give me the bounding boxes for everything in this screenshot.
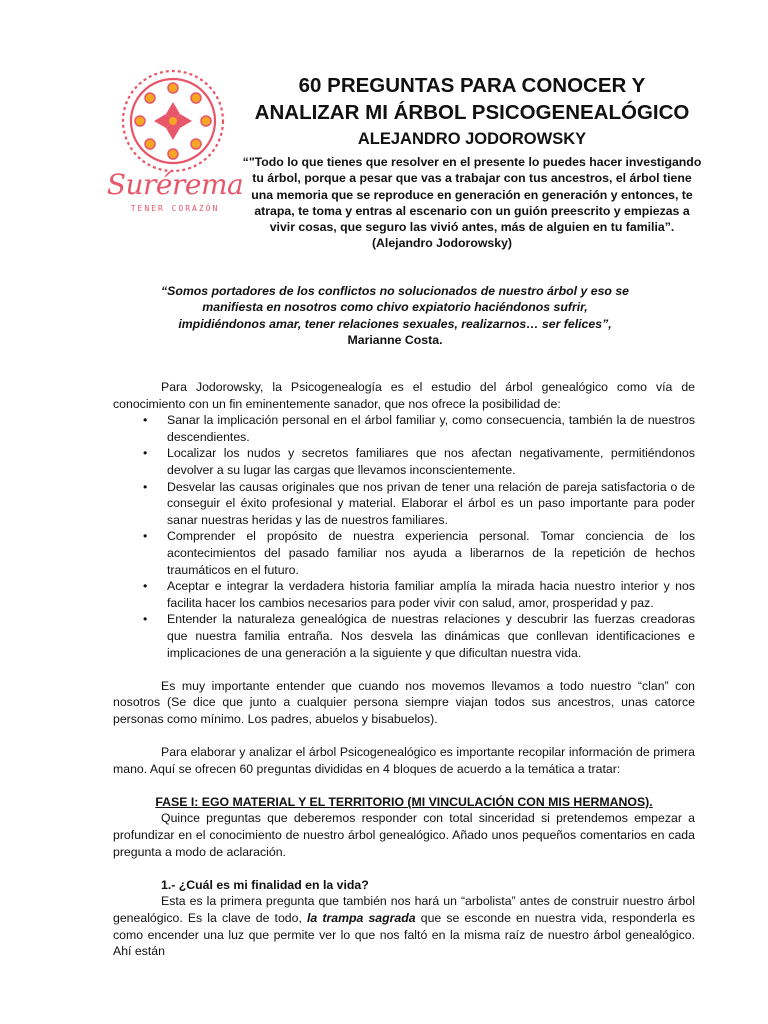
brand-name: Surérema [106, 168, 244, 201]
document-body [113, 379, 695, 960]
question-text: Esta es la primera pregunta que también nos hará un “arbolista” antes de construir nuestro árbol genealógico. Es la clave de todo, la trampa sagrada que se esconde en nuestra vida, responderla es como encender una luz que permite ver lo que nos faltó en la misma raíz de nuestro árbol genealógico. Ahí están [113, 894, 696, 959]
quote-text: “"Todo lo que tienes que resolver en el presente lo puedes hacer investigando tu árbol, porque a pesar que vas a trabajar con tus ancestros, el árbol tiene una memoria que se reproduce en generación en generación y entonces, te atrapa, te toma y entras al escenario con un guión preescrito y empiezas a vivir cosas, que seguro las vivió antes, más de alguien en tu familia”. [242, 155, 702, 235]
list-item: • Localizar los nudos y secretos familiares que nos afectan negativamente, permitiéndonos devolver a su lugar las cargas que llevamos inconscientemente. [113, 445, 695, 478]
list-item: • Desvelar las causas originales que nos privan de tener una relación de pareja satisfactoria o de conseguir el éxito profesional y material. Elaborar el árbol es un paso importante para poder sanar nuestras heridas y las de nuestros familiares. [113, 479, 695, 529]
title-line-2: ANALIZAR MI ÁRBOL PSICOGENEALÓGICO [254, 101, 690, 124]
elaborate-paragraph: Para elaborar y analizar el árbol Psicogenealógico es importante recopilar información de primera mano. Aquí se ofrecen 60 preguntas divididas en 4 bloques de acuerdo a la temática a tratar: [113, 745, 695, 776]
mandala-icon [118, 66, 228, 176]
list-item: • Entender la naturaleza genealógica de nuestras relaciones y descubrir las fuerzas creadoras que nuestra familia entraña. Nos desvela las dinámicas que conllevan identificaciones e implicaciones de una generación a la siguiente y que dificultan nuestra vida. [113, 611, 695, 661]
brand-tagline: TENER CORAZÓN [130, 204, 220, 213]
emphasis-text: la trampa sagrada [307, 911, 416, 925]
clan-paragraph: Es muy importante entender que cuando nos movemos llevamos a todo nuestro “clan” con nosotros (Se dice que junto a cualquier persona siempre viajan todos sus ancestros, unas catorce personas como mínimo. Los padres, abuelos y bisabuelos). [113, 678, 695, 726]
phase-heading: FASE I: EGO MATERIAL Y EL TERRITORIO (MI VINCULACIÓN CON MIS HERMANOS). [155, 794, 653, 809]
costa-quote [160, 283, 630, 348]
document-title [232, 72, 712, 126]
benefits-list [113, 412, 695, 661]
quote-text: “Somos portadores de los conflictos no solucionados de nuestro árbol y eso se manifiesta en nosotros como chivo expiatorio haciéndonos sufrir, impidiéndonos amar, tener relaciones sexuales, realizarnos… ser felices”, [160, 284, 630, 331]
title-line-1: 60 PREGUNTAS PARA CONOCER Y [298, 74, 646, 97]
question-heading: 1.- ¿Cuál es mi finalidad en la vida? [161, 877, 369, 892]
list-item: • Sanar la implicación personal en el árbol familiar y, como consecuencia, también la de nuestros descendientes. [113, 412, 695, 445]
list-item: • Aceptar e integrar la verdadera historia familiar amplía la mirada hacia nuestro interior y nos facilita hacer los cambios necesarios para poder vivir con salud, amor, prosperidad y paz. [113, 578, 695, 611]
jodorowsky-quote [240, 154, 704, 252]
author-name: ALEJANDRO JODOROWSKY [357, 130, 587, 148]
list-item: • Comprender el propósito de nuestra experiencia personal. Tomar conciencia de los acontecimientos del pasado familiar nos ayuda a liberarnos de la repetición de hechos traumáticos en el futuro. [113, 528, 695, 578]
intro-paragraph: Para Jodorowsky, la Psicogenealogía es el estudio del árbol genealógico como vía de conocimiento con un fin eminentemente sanador, que nos ofrece la posibilidad de: [113, 380, 695, 411]
phase-intro: Quince preguntas que deberemos responder con total sinceridad si pretendemos empezar a profundizar en el conocimiento de nuestro árbol genealógico. Añado unos pequeños comentarios en cada pregunta a modo de aclaración. [113, 811, 695, 859]
quote-attribution: Marianne Costa. [347, 332, 443, 347]
quote-attribution: (Alejandro Jodorowsky) [371, 236, 513, 251]
